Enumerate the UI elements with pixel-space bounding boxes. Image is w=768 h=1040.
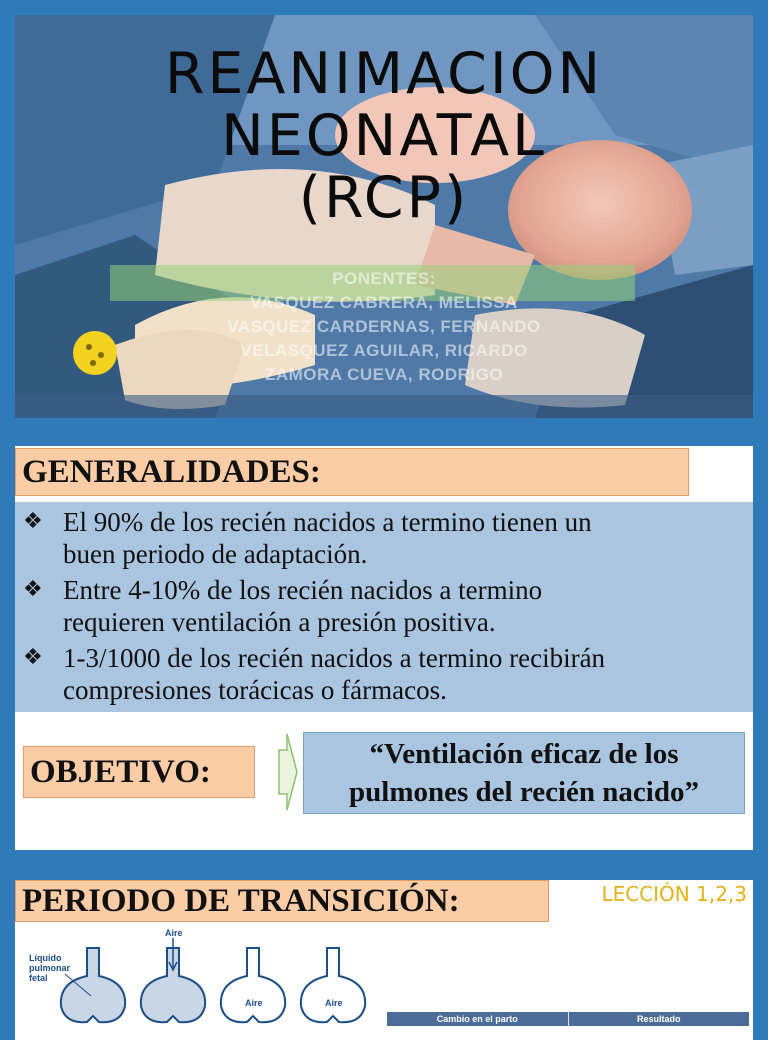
arrow-right-icon: [277, 732, 299, 812]
title-line: NEONATAL: [221, 103, 547, 169]
ponente-name: VASQUEZ CABRERA, MELISSA: [250, 293, 518, 312]
table-header-cell: Cambio en el parto: [436, 1014, 518, 1024]
bullet-line: 1-3/1000 de los recién nacidos a termino recibirán: [63, 643, 606, 673]
figure-label: fetal: [29, 973, 48, 983]
table-header-cell: Resultado: [568, 1012, 750, 1026]
transicion-slide: [15, 880, 753, 1040]
ponentes-list: [15, 267, 753, 387]
figure-label: Aire: [325, 998, 343, 1008]
objetivo-label: OBJETIVO:: [23, 746, 255, 798]
title-line: REANIMACION: [164, 41, 604, 107]
ponentes-label: PONENTES:: [332, 269, 436, 288]
lung-transition-figure: [25, 926, 385, 1026]
quote-line: “Ventilación eficaz de los: [369, 738, 679, 770]
generalidades-slide: [15, 446, 753, 850]
figure-label: pulmonar: [29, 963, 71, 973]
objetivo-quote: [303, 732, 745, 814]
transicion-heading: PERIODO DE TRANSICIÓN:: [15, 880, 549, 922]
bullet-line: Entre 4-10% de los recién nacidos a termino: [63, 575, 543, 605]
ponente-name: VASQUEZ CARDERNAS, FERNANDO: [227, 317, 541, 336]
figure-label: Líquido: [29, 953, 62, 963]
ponente-name: VELASQUEZ AGUILAR, RICARDO: [240, 341, 528, 360]
bullet-item: [23, 574, 743, 638]
diamond-bullet-icon: ❖: [23, 577, 43, 602]
bullet-line: buen periodo de adaptación.: [63, 539, 368, 569]
bullet-item: [23, 506, 743, 570]
diamond-bullet-icon: ❖: [23, 509, 43, 534]
title-slide: [15, 15, 753, 418]
bullet-line: El 90% de los recién nacidos a termino tienen un: [63, 507, 592, 537]
quote-line: pulmones del recién nacido”: [349, 776, 699, 808]
diamond-bullet-icon: ❖: [23, 645, 43, 670]
title-line: (RCP): [298, 165, 470, 231]
leccion-label: LECCIÓN 1,2,3: [601, 882, 747, 906]
figure-label: Aire: [245, 998, 263, 1008]
bullet-line: requieren ventilación a presión positiva.: [63, 607, 496, 637]
figure-label: Aire: [165, 928, 183, 938]
ponente-name: ZAMORA CUEVA, RODRIGO: [264, 365, 504, 384]
bullet-line: compresiones torácicas o fármacos.: [63, 675, 447, 705]
generalidades-heading: GENERALIDADES:: [15, 448, 689, 496]
bullet-item: [23, 642, 743, 706]
presentation-title: [15, 43, 753, 229]
generalidades-body: [15, 502, 753, 712]
